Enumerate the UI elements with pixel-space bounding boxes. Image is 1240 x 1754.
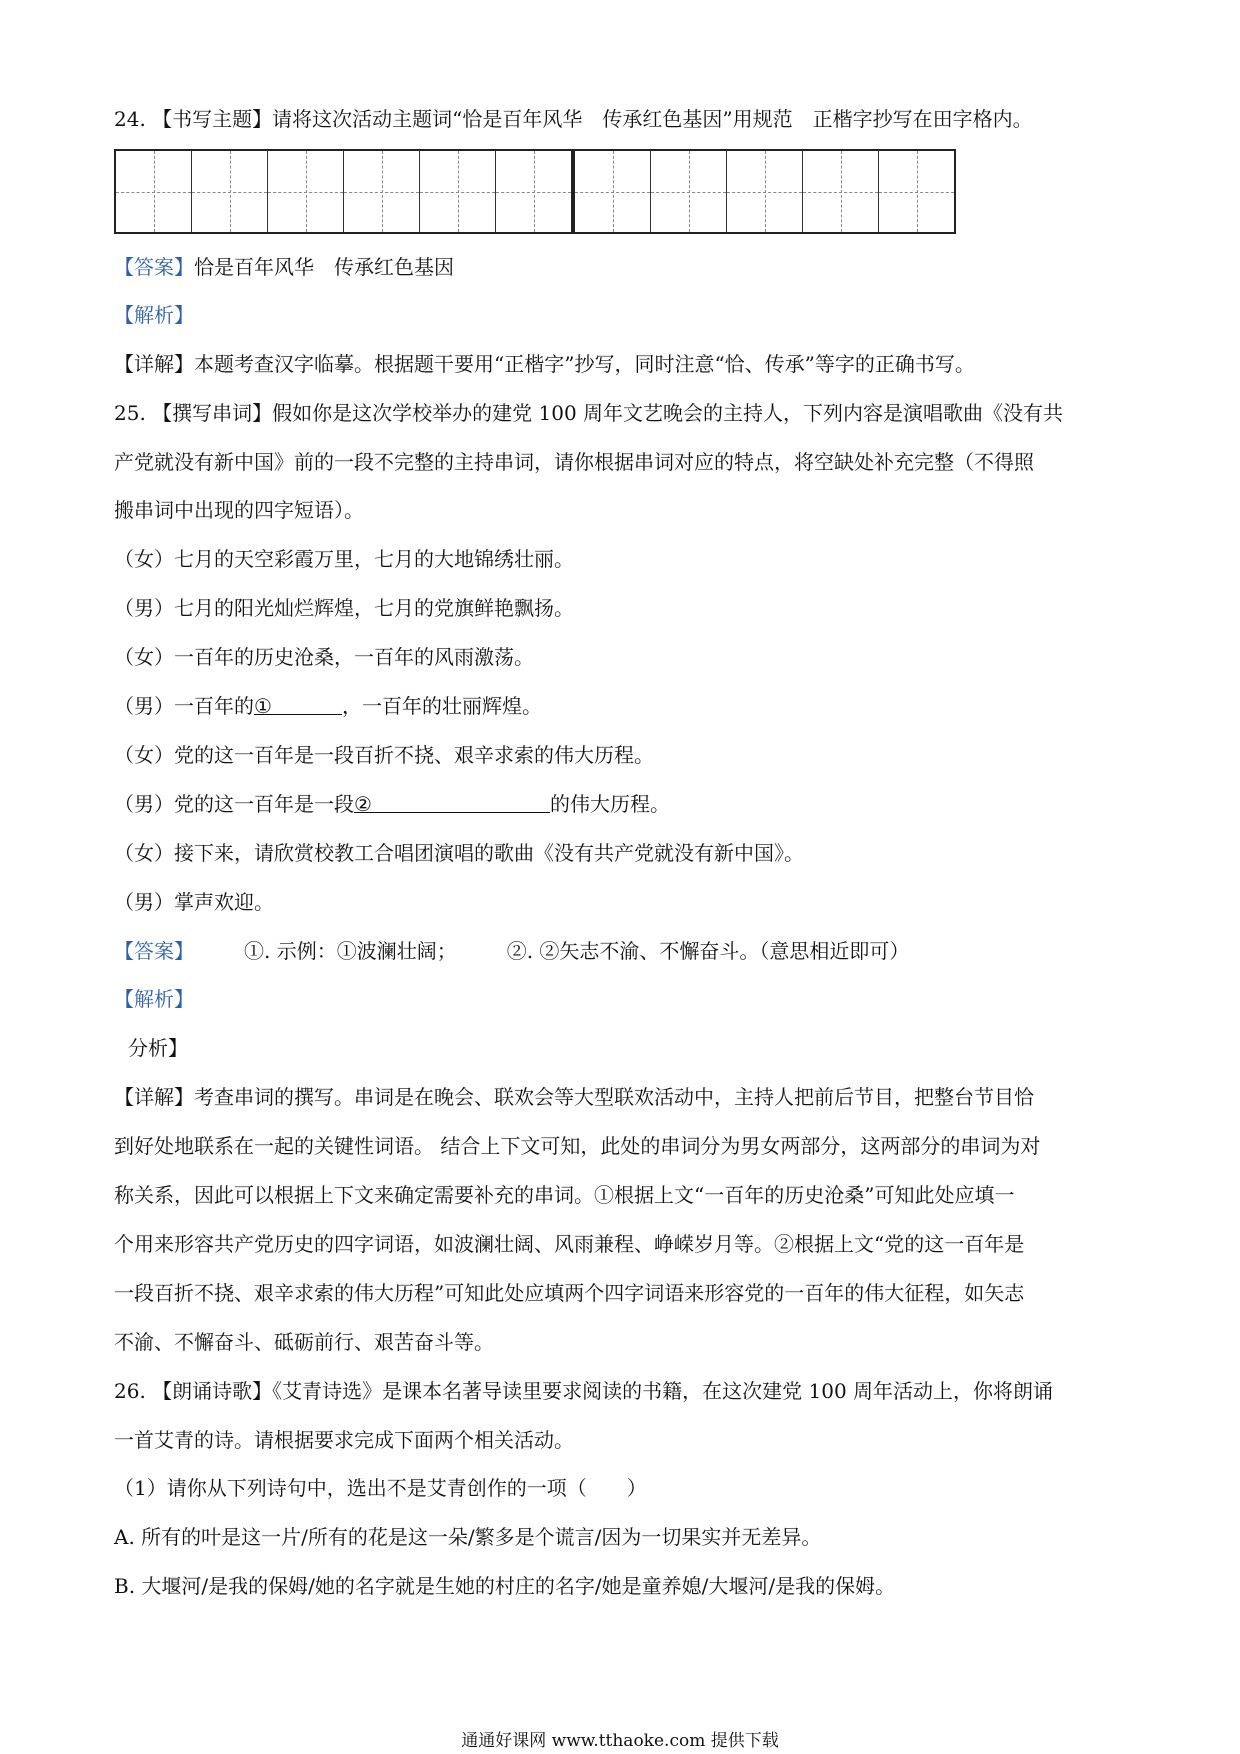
q26-question-line: 26. 【朗诵诗歌】《艾青诗选》是课本名著导读里要求阅读的书籍，在这次建党 100 周年活动上，你将朗诵 xyxy=(114,1379,1054,1403)
q24-answer xyxy=(114,253,454,281)
answer-tag: 【答案】 xyxy=(114,255,194,279)
q26-subquestion: （1）请你从下列诗句中，选出不是艾青创作的一项（ ） xyxy=(114,1476,647,1500)
dialogue-prefix: （男）党的这一百年是一段 xyxy=(114,792,354,816)
grid-cell xyxy=(879,151,954,232)
grid-cell xyxy=(496,151,575,232)
dialogue-suffix: ，一百年的壮丽辉煌。 xyxy=(342,694,542,718)
grid-cell xyxy=(192,151,268,232)
q24-detail xyxy=(114,350,975,378)
q25-answer xyxy=(114,937,909,965)
q25-detail-line: 称关系，因此可以根据上下文来确定需要补充的串词。①根据上文“一百年的历史沧桑”可知此处应填一 xyxy=(114,1183,1015,1207)
grid-cell xyxy=(575,151,651,232)
dialogue-line-blank-1 xyxy=(114,692,542,720)
blank-marker: ① xyxy=(254,694,272,718)
option-a: A. 所有的叶是这一片/所有的花是这一朵/繁多是个谎言/因为一切果实并无差异。 xyxy=(114,1525,822,1549)
q26-question-line: 一首艾青的诗。请根据要求完成下面两个相关活动。 xyxy=(114,1428,574,1452)
detail-tag: 【详解】 xyxy=(114,1085,194,1109)
q25-question-line: 搬串词中出现的四字短语）。 xyxy=(114,498,364,522)
dialogue-line: （女）党的这一百年是一段百折不挠、艰辛求索的伟大历程。 xyxy=(114,743,654,767)
detail-tag: 【详解】 xyxy=(114,352,194,376)
detail-text: 本题考查汉字临摹。根据题干要用“正楷字”抄写，同时注意“恰、传承”等字的正确书写。 xyxy=(194,352,975,376)
grid-cell xyxy=(727,151,803,232)
answer-tag: 【答案】 xyxy=(114,939,194,963)
dialogue-line: （女）接下来，请欣赏校教工合唱团演唱的歌曲《没有共产党就没有新中国》。 xyxy=(114,841,804,865)
fill-blank-2 xyxy=(354,790,550,816)
option-b: B. 大堰河/是我的保姆/她的名字就是生她的村庄的名字/她是童养媳/大堰河/是我的保姆。 xyxy=(114,1574,896,1598)
blank-marker: ② xyxy=(354,792,372,816)
grid-cell xyxy=(420,151,496,232)
tianzige-grid xyxy=(114,149,956,234)
q25-detail-line: 一段百折不挠、艰辛求索的伟大历程”可知此处应填两个四字词语来形容党的一百年的伟大征程，如矢志 xyxy=(114,1281,1025,1305)
answer-text: 恰是百年风华 传承红色基因 xyxy=(194,255,454,279)
q25-analysis-sub: 分析】 xyxy=(128,1036,188,1060)
q24-question: 24. 【书写主题】请将这次活动主题词“恰是百年风华 传承红色基因”用规范 正楷字抄写在田字格内。 xyxy=(114,107,1033,131)
grid-cell xyxy=(803,151,879,232)
dialogue-line-blank-2 xyxy=(114,790,670,818)
answer-part-2: ②. ②矢志不渝、不懈奋斗。（意思相近即可） xyxy=(506,939,910,963)
dialogue-line: （女）七月的天空彩霞万里，七月的大地锦绣壮丽。 xyxy=(114,547,574,571)
grid-cell xyxy=(116,151,192,232)
q25-analysis-tag: 【解析】 xyxy=(114,987,194,1011)
grid-cell xyxy=(268,151,344,232)
detail-text: 考查串词的撰写。串词是在晚会、联欢会等大型联欢活动中，主持人把前后节目，把整台节目恰 xyxy=(194,1085,1034,1109)
grid-cell xyxy=(344,151,420,232)
grid-cell xyxy=(651,151,727,232)
answer-part-1: ①. 示例：①波澜壮阔； xyxy=(244,939,457,963)
q25-detail-line xyxy=(114,1083,1034,1111)
dialogue-prefix: （男）一百年的 xyxy=(114,694,254,718)
q25-question-line: 产党就没有新中国》前的一段不完整的主持串词，请你根据串词对应的特点，将空缺处补充完整（不得照 xyxy=(114,450,1034,474)
page-footer: 通通好课网 www.tthaoke.com 提供下载 xyxy=(461,1731,779,1751)
fill-blank-1 xyxy=(254,692,342,718)
dialogue-line: （男）掌声欢迎。 xyxy=(114,890,274,914)
dialogue-line: （男）七月的阳光灿烂辉煌，七月的党旗鲜艳飘扬。 xyxy=(114,596,574,620)
q25-detail-line: 个用来形容共产党历史的四字词语，如波澜壮阔、风雨兼程、峥嵘岁月等。②根据上文“党的这一百年是 xyxy=(114,1232,1025,1256)
q25-detail-line: 到好处地联系在一起的关键性词语。 结合上下文可知，此处的串词分为男女两部分，这两部分的串词为对 xyxy=(114,1134,1041,1158)
dialogue-line: （女）一百年的历史沧桑，一百年的风雨激荡。 xyxy=(114,645,534,669)
dialogue-suffix: 的伟大历程。 xyxy=(550,792,670,816)
q24-analysis-tag: 【解析】 xyxy=(114,303,194,327)
q25-question-line: 25. 【撰写串词】假如你是这次学校举办的建党 100 周年文艺晚会的主持人，下列内容是演唱歌曲《没有共 xyxy=(114,401,1064,425)
q25-detail-line: 不渝、不懈奋斗、砥砺前行、艰苦奋斗等。 xyxy=(114,1330,494,1354)
